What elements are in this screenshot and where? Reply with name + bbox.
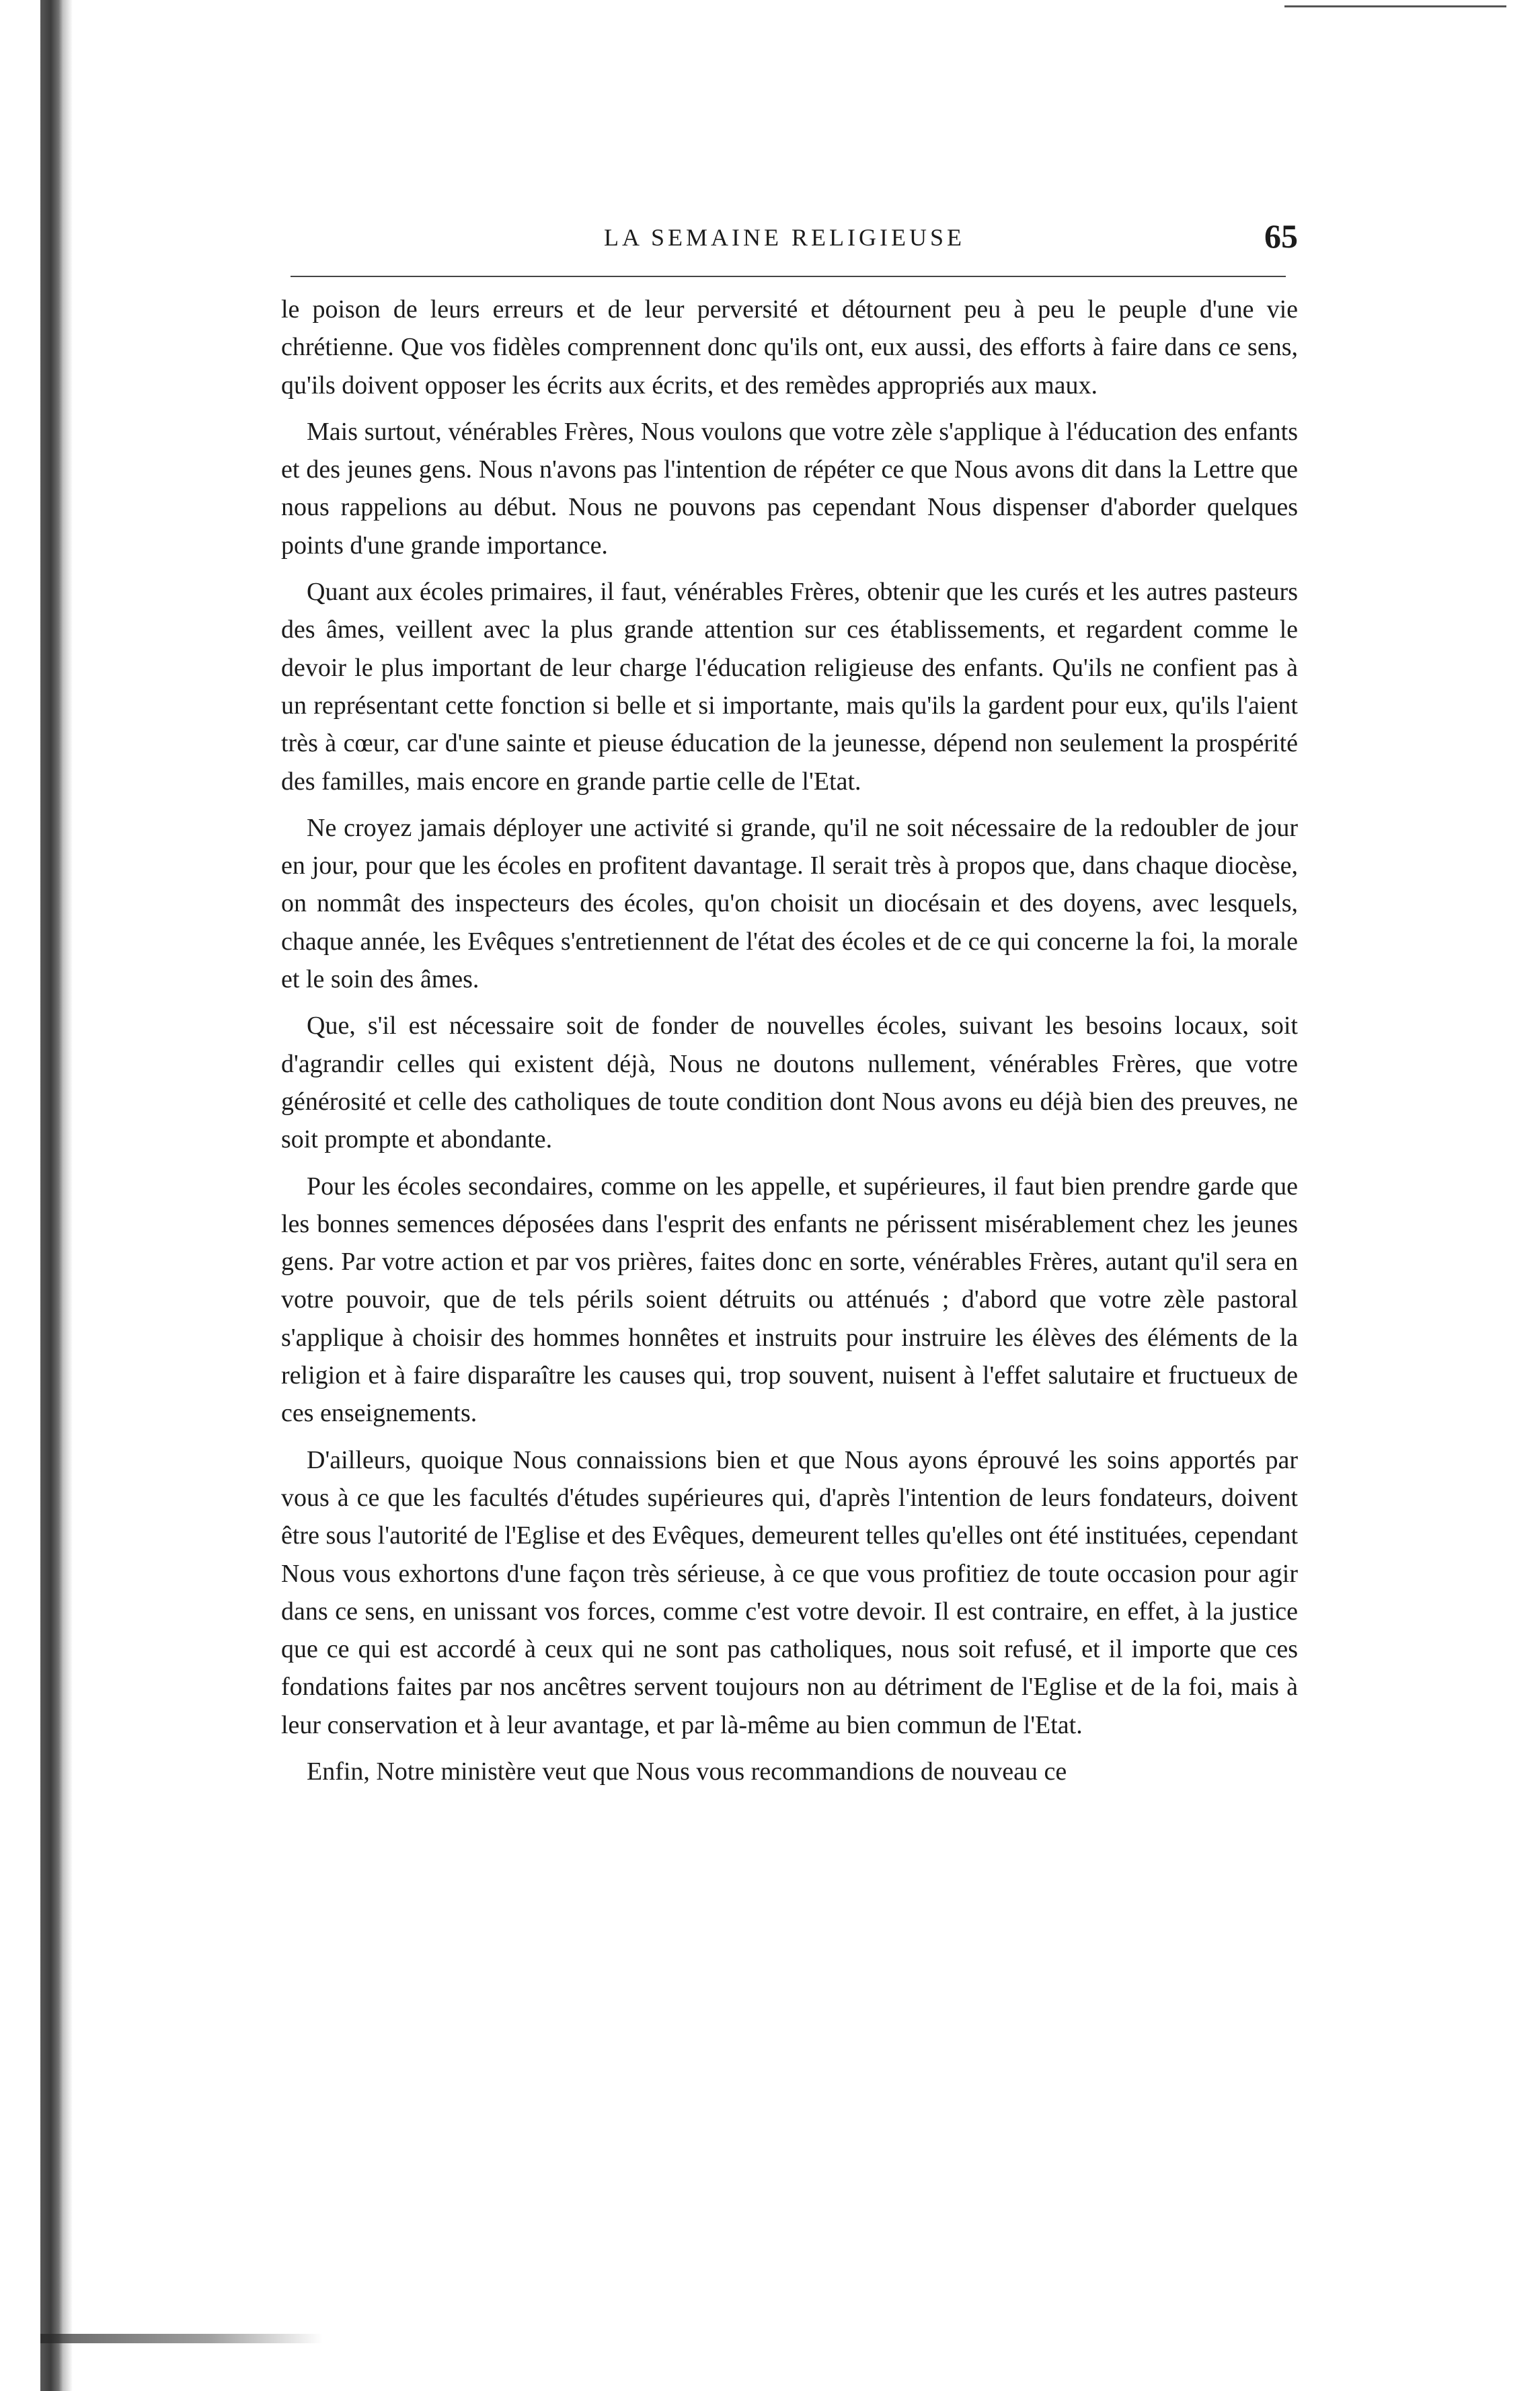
paragraph: D'ailleurs, quoique Nous connaissions bien et que Nous ayons éprouvé les soins apportés par vous à ce que les facultés d'études supérieures qui, d'après l'intention de leurs fondateurs, doivent être sous l'autorité de l'Eglise et des Evêques, demeurent telles qu'elles ont été instituées, cependant Nous vous exhortons d'une façon très sérieuse, à ce que vous profitiez de toute occasion pour agir dans ce sens, en unissant vos forces, comme c'est votre devoir. Il est contraire, en effet, à la justice que ce qui est accordé à ceux qui ne sont pas catholiques, nous soit refusé, et il importe que ces fondations faites par nos ancêtres servent toujours non au détriment de l'Eglise et de la foi, mais à leur conservation et à leur avantage, et par là-même au bien commun de l'Etat. <box>281 1445 1298 1739</box>
paragraph: Quant aux écoles primaires, il faut, vénérables Frères, obtenir que les curés et les autres pasteurs des âmes, veillent avec la plus grande attention sur ces établissements, et regardent comme le devoir le plus important de leur charge l'éducation religieuse des enfants. Qu'ils ne confient pas à un représentant cette fonction si belle et si importante, mais qu'ils la gardent pour eux, qu'ils l'aient très à cœur, car d'une sainte et pieuse éducation de la jeunesse, dépend non seulement la prospérité des familles, mais encore en grande partie celle de l'Etat. <box>281 578 1298 796</box>
scan-top-mark <box>1284 5 1506 7</box>
scan-bottom-smudge <box>40 2334 323 2343</box>
paragraph: Que, s'il est nécessaire soit de fonder de nouvelles écoles, suivant les besoins locaux, soit d'agrandir celles qui existent déjà, Nous ne doutons nullement, vénérables Frères, que votre générosité et celle des catholiques de toute condition dont Nous avons eu déjà bien des preuves, ne soit prompte et abondante. <box>281 1012 1298 1154</box>
paragraph: Pour les écoles secondaires, comme on les appelle, et supérieures, il faut bien prendre garde que les bonnes semences déposées dans l'esprit des enfants ne périssent misérablement chez les jeunes gens. Par votre action et par vos prières, faites donc en sorte, vénérables Frères, autant qu'il sera en votre pouvoir, que de tels périls soient détruits ou atténués ; d'abord que votre zèle pastoral s'applique à choisir des hommes honnêtes et instruits pour instruire les élèves des éléments de la religion et à faire disparaître les causes qui, trop souvent, nuisent à l'effet salutaire et fructueux de ces enseignements. <box>281 1172 1298 1428</box>
page-number: 65 <box>1264 217 1298 255</box>
paragraph: Mais surtout, vénérables Frères, Nous voulons que votre zèle s'applique à l'éducation des enfants et des jeunes gens. Nous n'avons pas l'intention de répéter ce que Nous avons dit dans la Lettre que nous rappelions au début. Nous ne pouvons pas cependant Nous dispenser d'aborder quelques points d'une grande importance. <box>281 417 1298 560</box>
body-text <box>281 291 1298 1799</box>
paragraph: Ne croyez jamais déployer une activité si grande, qu'il ne soit nécessaire de la redoubler de jour en jour, pour que les écoles en profitent davantage. Il serait très à propos que, dans chaque diocèse, on nommât des inspecteurs des écoles, qu'on choisit un diocésain et des doyens, avec lesquels, chaque année, les Evêques s'entretiennent de l'état des écoles et de ce qui concerne la foi, la morale et le soin des âmes. <box>281 813 1298 994</box>
page-header <box>281 217 1298 264</box>
scan-binding-shadow <box>63 0 73 2391</box>
running-head: LA SEMAINE RELIGIEUSE <box>604 224 965 251</box>
paragraph: le poison de leurs erreurs et de leur perversité et détournent peu à peu le peuple d'une vie chrétienne. Que vos fidèles comprennent donc qu'ils ont, eux aussi, des efforts à faire dans ce sens, qu'ils doivent opposer les écrits aux écrits, et des remèdes appropriés aux maux. <box>281 295 1298 400</box>
scan-binding-edge <box>40 0 63 2391</box>
paragraph: Enfin, Notre ministère veut que Nous vous recommandions de nouveau ce <box>307 1757 1067 1786</box>
header-rule <box>291 276 1286 277</box>
